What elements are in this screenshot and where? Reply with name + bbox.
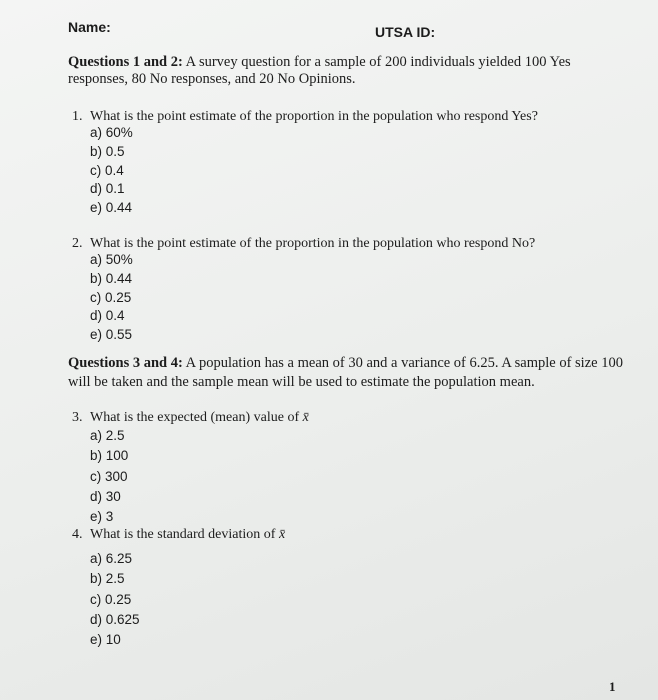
q2-option-e: e) 0.55 <box>90 327 133 342</box>
question-1-text: What is the point estimate of the proportion in the population who respond Yes? <box>90 109 538 124</box>
question-3-text <box>90 410 309 426</box>
q4-option-c: c) 0.25 <box>90 592 132 607</box>
intro-q1-q2-line2: responses, 80 No responses, and 20 No Opinions. <box>68 71 356 87</box>
q3-option-b: b) 100 <box>90 448 129 463</box>
question-3-number: 3. <box>72 410 83 425</box>
utsa-id-label: UTSA ID: <box>375 24 436 40</box>
intro-q1-q2-heading: Questions 1 and 2: <box>68 54 183 70</box>
intro-q3-q4-text: A population has a mean of 30 and a variance of 6.25. A sample of size 100 <box>182 355 623 371</box>
question-2-text: What is the point estimate of the proportion in the population who respond No? <box>90 236 536 251</box>
intro-q1-q2-text: A survey question for a sample of 200 individuals yielded 100 Yes <box>182 54 571 70</box>
question-4-label: What is the standard deviation of <box>90 527 279 542</box>
x-bar-symbol: x̄ <box>278 527 286 542</box>
question-3-label: What is the expected (mean) value of <box>90 410 303 425</box>
x-bar-symbol: x̄ <box>302 410 309 425</box>
q1-option-b: b) 0.5 <box>90 144 125 159</box>
q4-option-b: b) 2.5 <box>90 571 125 586</box>
q1-option-c: c) 0.4 <box>90 163 124 178</box>
name-label: Name: <box>68 19 111 35</box>
q4-option-a: a) 6.25 <box>90 551 133 566</box>
q3-option-d: d) 30 <box>90 489 121 504</box>
question-4-number: 4. <box>72 527 83 542</box>
question-4-text <box>90 527 285 543</box>
intro-q3-q4-line2: will be taken and the sample mean will be used to estimate the population mean. <box>68 374 535 390</box>
q4-option-d: d) 0.625 <box>90 612 140 627</box>
intro-q3-q4-heading: Questions 3 and 4: <box>68 355 183 371</box>
q2-option-d: d) 0.4 <box>90 308 125 323</box>
q4-option-e: e) 10 <box>90 632 121 647</box>
q1-option-e: e) 0.44 <box>90 200 133 215</box>
q3-option-e: e) 3 <box>90 509 114 524</box>
intro-q1-q2-line1 <box>68 54 571 71</box>
question-1-number: 1. <box>72 109 83 124</box>
question-2-number: 2. <box>72 236 83 251</box>
q2-option-a: a) 50% <box>90 252 133 267</box>
q1-option-d: d) 0.1 <box>90 181 125 196</box>
q1-option-a: a) 60% <box>90 125 133 140</box>
q2-option-c: c) 0.25 <box>90 290 132 305</box>
q2-option-b: b) 0.44 <box>90 271 133 286</box>
intro-q3-q4-line1 <box>68 355 623 372</box>
q3-option-a: a) 2.5 <box>90 428 125 443</box>
page-number: 1 <box>609 679 616 694</box>
q3-option-c: c) 300 <box>90 469 128 484</box>
